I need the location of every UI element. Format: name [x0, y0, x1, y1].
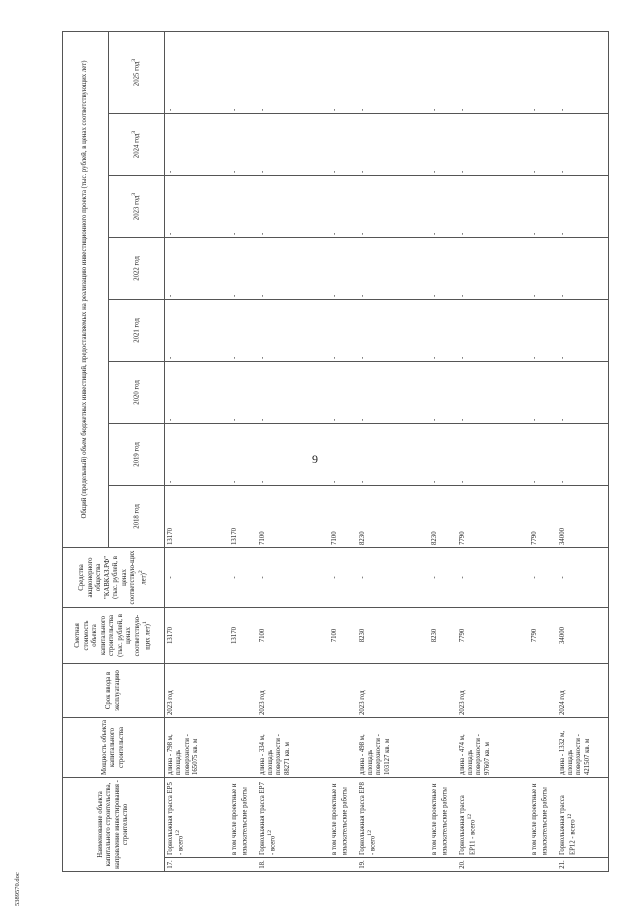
year-value: - — [429, 31, 457, 113]
table-row — [257, 31, 329, 871]
kavkaz-funds: - — [529, 547, 557, 607]
header-year-label: 2021 год — [133, 318, 141, 343]
header-year-label: 2020 год — [133, 380, 141, 405]
object-name-text: Горнолыжная трасса ЕР12 - всего — [558, 795, 577, 855]
year-value: - — [557, 237, 609, 299]
object-name — [457, 777, 529, 857]
header-year — [109, 31, 165, 113]
year-value: 7100 — [329, 485, 357, 547]
year-value: - — [329, 31, 357, 113]
year-value: 7790 — [457, 485, 529, 547]
year-value: - — [457, 361, 529, 423]
year-value: - — [457, 175, 529, 237]
estimated-cost: 8230 — [429, 607, 457, 663]
commissioning-term: 2023 год — [457, 663, 529, 717]
year-value: - — [529, 31, 557, 113]
table-row — [457, 31, 529, 871]
kavkaz-funds: - — [257, 547, 329, 607]
object-name-sup: 12 — [566, 813, 573, 820]
capacity: длина - 334 м, площадь поверхности - 88271 кв. м — [257, 717, 329, 777]
year-value: - — [357, 175, 429, 237]
object-name-text: в том числе проектные и изыскательские работы — [230, 783, 249, 855]
table-header — [63, 31, 165, 871]
row-number — [429, 858, 457, 872]
year-value: - — [457, 31, 529, 113]
header-year — [109, 361, 165, 423]
capacity: длина - 498 м, площадь поверхности - 103127 кв. м — [357, 717, 429, 777]
header-year — [109, 113, 165, 175]
header-estimated-cost-text: Сметная стоимость объекта капитального строительства (тыс. рублей, в ценах соответствую-щих лет) — [74, 614, 152, 657]
header-budget-investments: Общий (предельный) объем бюджетных инвестиций, предоставляемых на реализацию инвестиционного проекта (тыс. рублей, в ценах соответствующих лет) — [63, 31, 109, 547]
year-value: - — [557, 175, 609, 237]
year-value: - — [529, 237, 557, 299]
capacity: длина - 1332 м, площадь поверхности - 421507 кв. м — [557, 717, 609, 777]
year-value: - — [357, 31, 429, 113]
year-value: - — [429, 299, 457, 361]
row-number — [329, 858, 357, 872]
year-value: - — [557, 299, 609, 361]
year-value: - — [557, 31, 609, 113]
capacity — [429, 717, 457, 777]
year-value: - — [165, 299, 229, 361]
year-value: 34000 — [557, 485, 609, 547]
header-year — [109, 237, 165, 299]
row-number — [229, 858, 257, 872]
year-value: 7790 — [529, 485, 557, 547]
row-number: 18. — [257, 858, 329, 872]
header-term: Срок ввода в эксплуатацию — [63, 663, 165, 717]
year-value: - — [165, 31, 229, 113]
object-name — [165, 777, 229, 857]
header-year-label: 2025 год — [133, 61, 141, 87]
table-body — [165, 31, 609, 871]
year-value: - — [429, 113, 457, 175]
object-name-text: в том числе проектные и изыскательские работы — [430, 783, 449, 855]
header-year-sup: 3 — [131, 130, 138, 134]
year-value: - — [229, 31, 257, 113]
year-value: - — [257, 175, 329, 237]
year-value: - — [329, 423, 357, 485]
year-value: - — [165, 113, 229, 175]
row-number: 20. — [457, 858, 529, 872]
page-number: 9 — [312, 452, 318, 466]
kavkaz-funds: - — [429, 547, 457, 607]
year-value: - — [557, 113, 609, 175]
header-year-label: 2018 год — [133, 504, 141, 529]
header-year-sup: 3 — [131, 192, 138, 196]
row-number: 21. — [557, 858, 609, 872]
estimated-cost: 7100 — [257, 607, 329, 663]
year-value: - — [257, 361, 329, 423]
header-year-label: 2023 год — [133, 195, 141, 221]
kavkaz-funds: - — [557, 547, 609, 607]
year-value: - — [329, 175, 357, 237]
header-year — [109, 175, 165, 237]
year-value: - — [329, 299, 357, 361]
year-value: 13170 — [229, 485, 257, 547]
table-row — [557, 31, 609, 871]
year-value: - — [429, 423, 457, 485]
year-value: - — [529, 361, 557, 423]
kavkaz-funds: - — [229, 547, 257, 607]
header-year — [109, 423, 165, 485]
header-year-sup: 3 — [131, 58, 138, 62]
object-name — [429, 777, 457, 857]
year-value: - — [529, 423, 557, 485]
kavkaz-funds: - — [357, 547, 429, 607]
estimated-cost: 8230 — [357, 607, 429, 663]
year-value: - — [529, 299, 557, 361]
object-name-sup: 12 — [266, 830, 273, 836]
year-value: - — [329, 237, 357, 299]
header-year — [109, 485, 165, 547]
year-value: - — [165, 175, 229, 237]
table-row — [329, 31, 357, 871]
year-value: - — [557, 423, 609, 485]
object-name-sup: 12 — [466, 813, 473, 820]
row-number: 19. — [357, 858, 429, 872]
object-name-text: в том числе проектные и изыскательские работы — [330, 783, 349, 855]
estimated-cost: 7790 — [529, 607, 557, 663]
year-value: - — [357, 237, 429, 299]
commissioning-term — [329, 663, 357, 717]
year-value: - — [257, 31, 329, 113]
kavkaz-funds: - — [329, 547, 357, 607]
year-value: - — [229, 113, 257, 175]
capacity — [329, 717, 357, 777]
capacity: длина - 798 м, площадь поверхности - 165075 кв. м — [165, 717, 229, 777]
object-name-text: Горнолыжная трасса ЕР8 - всего — [358, 782, 377, 855]
year-value: - — [529, 175, 557, 237]
year-value: - — [229, 299, 257, 361]
header-year-label: 2022 год — [133, 256, 141, 281]
header-kavkaz-funds-sup: 2 — [137, 570, 144, 574]
year-value: - — [229, 237, 257, 299]
commissioning-term: 2024 год — [557, 663, 609, 717]
header-year-label: 2019 год — [133, 442, 141, 467]
year-value: - — [229, 361, 257, 423]
header-object-name: Наименование объекта капитального строительства, направление инвестирования - строительство — [63, 777, 165, 871]
estimated-cost: 7790 — [457, 607, 529, 663]
year-value: - — [229, 175, 257, 237]
year-value: - — [165, 361, 229, 423]
year-value: - — [329, 113, 357, 175]
year-value: - — [257, 299, 329, 361]
commissioning-term: 2023 год — [357, 663, 429, 717]
year-value: - — [429, 361, 457, 423]
year-value: - — [165, 237, 229, 299]
header-estimated-cost-sup: 1 — [142, 621, 149, 625]
row-number — [529, 858, 557, 872]
investment-table — [62, 31, 609, 872]
header-estimated-cost — [63, 607, 165, 663]
commissioning-term: 2023 год — [165, 663, 229, 717]
investment-table-rotated — [62, 32, 591, 872]
year-value: 7100 — [257, 485, 329, 547]
year-value: 8230 — [429, 485, 457, 547]
object-name — [529, 777, 557, 857]
commissioning-term — [529, 663, 557, 717]
capacity — [229, 717, 257, 777]
object-name-text: в том числе проектные и изыскательские работы — [530, 783, 549, 855]
year-value: - — [457, 299, 529, 361]
object-name-sup: 12 — [366, 830, 373, 836]
object-name-text: Горнолыжная трасса ЕР7 - всего — [258, 782, 277, 855]
capacity — [529, 717, 557, 777]
year-value: - — [357, 113, 429, 175]
year-value: - — [257, 113, 329, 175]
object-name-text: Горнолыжная трасса ЕР11 - всего — [458, 795, 477, 855]
year-value: - — [165, 423, 229, 485]
table-row — [165, 31, 229, 871]
estimated-cost: 13170 — [165, 607, 229, 663]
year-value: 8230 — [357, 485, 429, 547]
object-name — [557, 777, 609, 857]
header-year — [109, 299, 165, 361]
header-kavkaz-funds-text: Средства акционерного общества "КАВКАЗ.РФ" (тыс. рублей, в ценах соответствую-щих лет) — [78, 550, 148, 605]
row-number: 17. — [165, 858, 229, 872]
object-name — [257, 777, 329, 857]
object-name-sup: 12 — [175, 830, 182, 836]
estimated-cost: 7100 — [329, 607, 357, 663]
year-value: - — [429, 237, 457, 299]
year-value: - — [529, 113, 557, 175]
header-year-label: 2024 год — [133, 133, 141, 159]
estimated-cost: 34000 — [557, 607, 609, 663]
document-filename: 5389570.doc — [14, 872, 21, 906]
commissioning-term — [429, 663, 457, 717]
commissioning-term: 2023 год — [257, 663, 329, 717]
estimated-cost: 13170 — [229, 607, 257, 663]
object-name — [357, 777, 429, 857]
commissioning-term — [229, 663, 257, 717]
year-value: - — [329, 361, 357, 423]
year-value: - — [457, 237, 529, 299]
year-value: - — [229, 423, 257, 485]
object-name — [329, 777, 357, 857]
table-row — [229, 31, 257, 871]
table-row — [357, 31, 429, 871]
kavkaz-funds: - — [457, 547, 529, 607]
year-value: - — [357, 423, 429, 485]
header-capacity: Мощность объекта капитального строительства — [63, 717, 165, 777]
object-name-text: Горнолыжная трасса ЕР5 - всего — [167, 782, 185, 855]
year-value: - — [557, 361, 609, 423]
object-name — [229, 777, 257, 857]
year-value: 13170 — [165, 485, 229, 547]
year-value: - — [357, 299, 429, 361]
year-value: - — [257, 237, 329, 299]
year-value: - — [429, 175, 457, 237]
year-value: - — [457, 113, 529, 175]
table-row — [429, 31, 457, 871]
header-kavkaz-funds — [63, 547, 165, 607]
kavkaz-funds: - — [165, 547, 229, 607]
year-value: - — [257, 423, 329, 485]
capacity: длина - 474 м, площадь поверхности - 97607 кв. м — [457, 717, 529, 777]
year-value: - — [457, 423, 529, 485]
table-row — [529, 31, 557, 871]
year-value: - — [357, 361, 429, 423]
